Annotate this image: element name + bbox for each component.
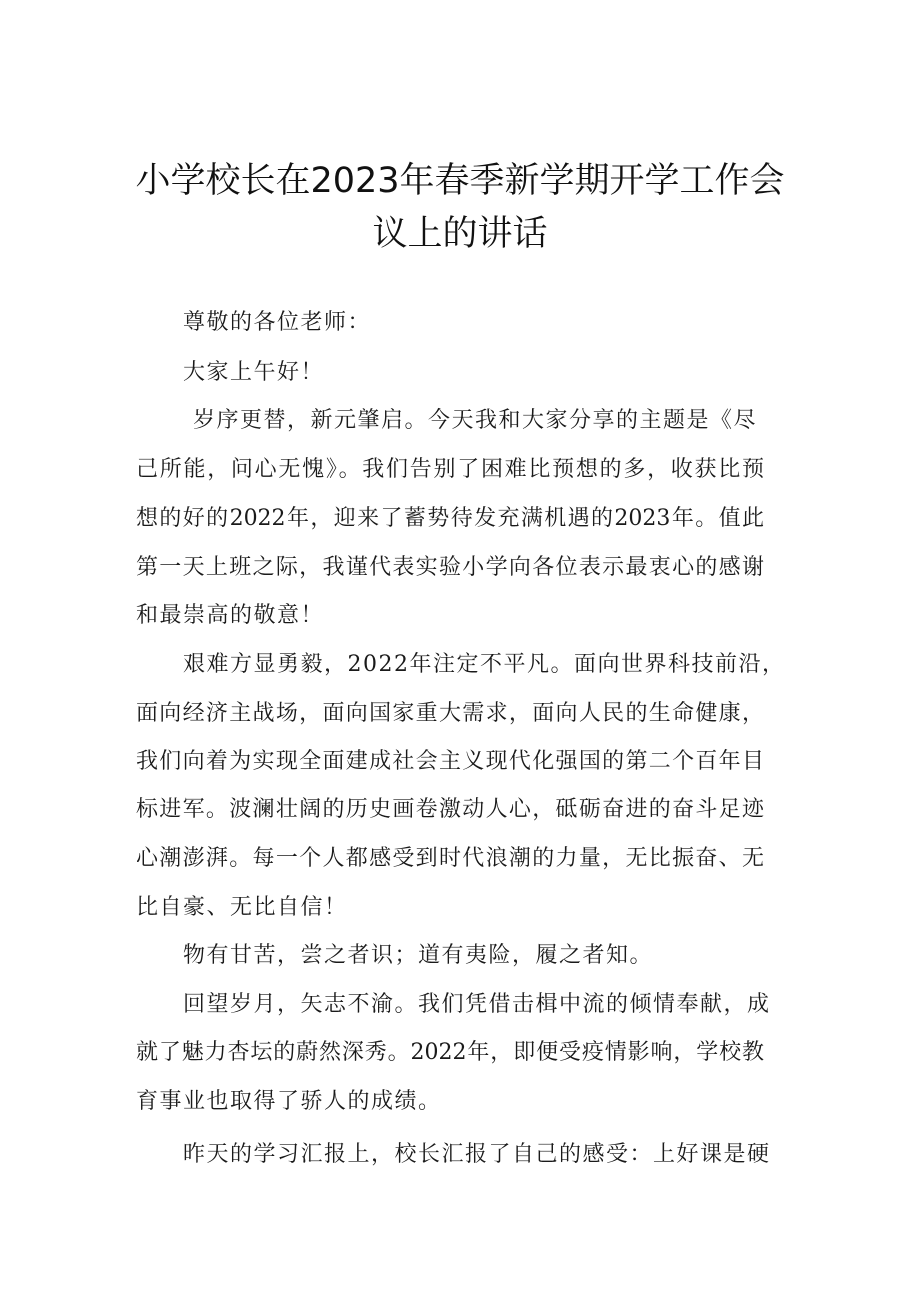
paragraph-2-line-2: 面向经济主战场，面向国家重大需求，面向人民的生命健康， bbox=[136, 701, 764, 726]
paragraph-5-line-1: 昨天的学习汇报上，校长汇报了自己的感受：上好课是硬 bbox=[183, 1142, 771, 1167]
paragraph-1-line-5: 和最崇高的敬意！ bbox=[136, 603, 325, 628]
paragraph-1-line-2: 己所能，问心无愧》。我们告别了困难比预想的多，收获比预 bbox=[136, 457, 764, 482]
paragraph-2-line-6: 比自豪、无比自信！ bbox=[136, 895, 348, 920]
paragraph-4-line-2: 就了魅力杏坛的蔚然深秀。2022年，即便受疫情影响，学校教 bbox=[136, 1040, 764, 1065]
document-title-line-2: 议上的讲话 bbox=[372, 214, 548, 254]
paragraph-2-line-3: 我们向着为实现全面建成社会主义现代化强国的第二个百年目 bbox=[136, 749, 764, 774]
paragraph-2-line-4: 标进军。波澜壮阔的历史画卷激动人心，砥砺奋进的奋斗足迹 bbox=[136, 797, 764, 822]
paragraph-2-line-1: 艰难方显勇毅，2022年注定不平凡。面向世界科技前沿， bbox=[183, 652, 786, 677]
paragraph-2-line-5: 心潮澎湃。每一个人都感受到时代浪潮的力量，无比振奋、无 bbox=[136, 846, 764, 871]
salutation: 尊敬的各位老师： bbox=[183, 310, 372, 335]
document-title-line-1: 小学校长在2023年春季新学期开学工作会 bbox=[135, 161, 785, 201]
paragraph-1-line-3: 想的好的2022年，迎来了蓄势待发充满机遇的2023年。值此 bbox=[136, 506, 764, 531]
paragraph-3-line-1: 物有甘苦，尝之者识；道有夷险，履之者知。 bbox=[183, 943, 654, 968]
paragraph-4-line-1: 回望岁月，矢志不渝。我们凭借击楫中流的倾情奉献，成 bbox=[183, 992, 771, 1017]
greeting: 大家上午好！ bbox=[183, 360, 325, 385]
paragraph-1-line-4: 第一天上班之际，我谨代表实验小学向各位表示最衷心的感谢 bbox=[136, 555, 764, 580]
paragraph-1-line-1: 岁序更替，新元肇启。今天我和大家分享的主题是《尽 bbox=[193, 408, 758, 433]
paragraph-4-line-3: 育事业也取得了骄人的成绩。 bbox=[136, 1089, 442, 1114]
